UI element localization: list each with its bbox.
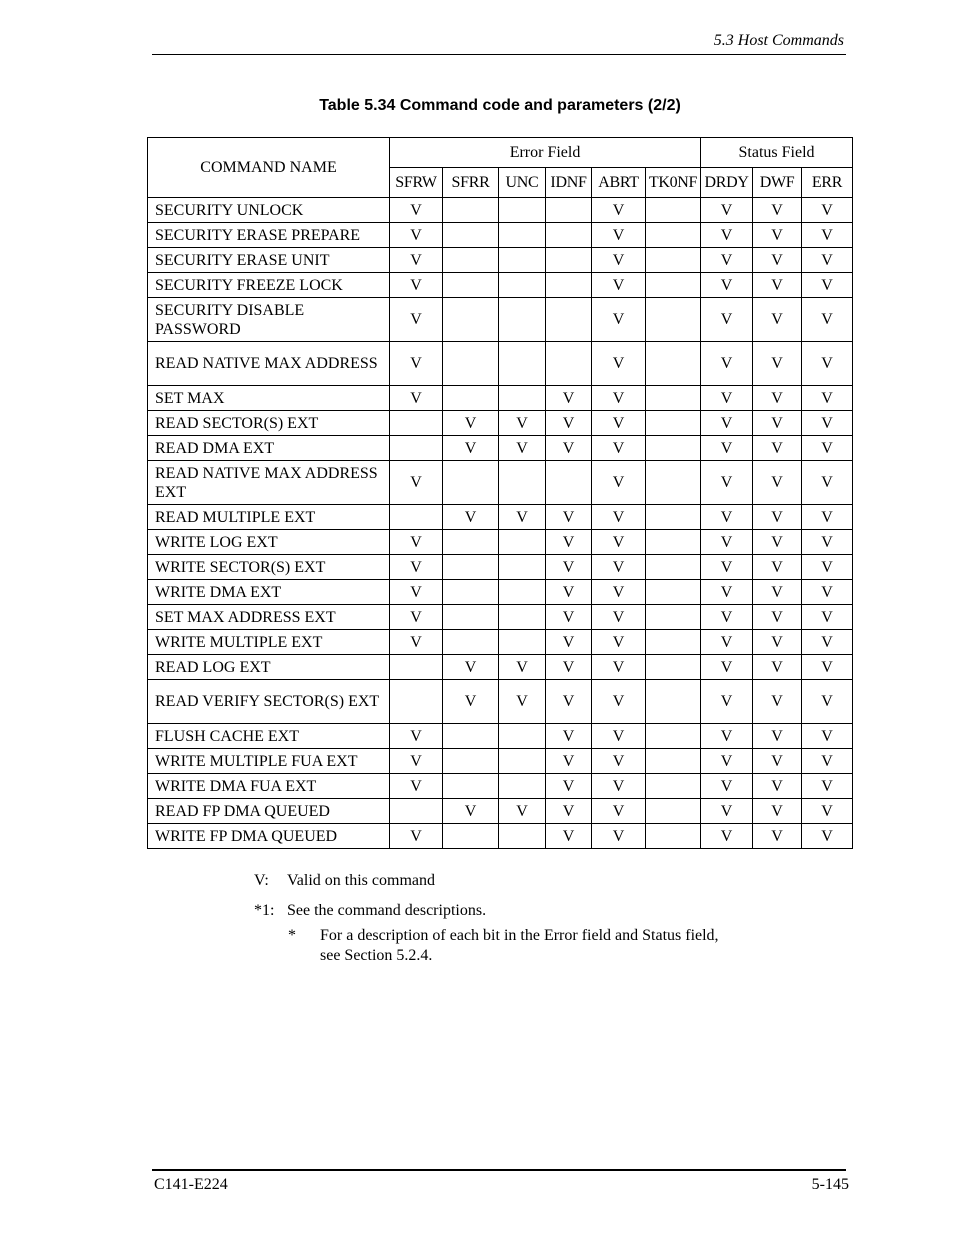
table-row [148, 223, 853, 248]
cell-tk0nf [646, 198, 701, 223]
cell-sfrw [390, 411, 443, 436]
table-row [148, 680, 853, 724]
cell-abrt: V [592, 461, 646, 505]
note-v-text: Valid on this command [287, 872, 435, 889]
cell-dwf: V [753, 630, 802, 655]
table-row [148, 198, 853, 223]
cell-err: V [802, 411, 853, 436]
cell-abrt: V [592, 749, 646, 774]
cell-dwf: V [753, 386, 802, 411]
cell-sfrr: V [443, 799, 499, 824]
cell-dwf: V [753, 248, 802, 273]
cell-idnf: V [546, 436, 592, 461]
cell-sfrr [443, 386, 499, 411]
table-row [148, 248, 853, 273]
cell-drdy: V [701, 749, 753, 774]
note-star-key: * [288, 927, 296, 944]
cell-tk0nf [646, 655, 701, 680]
command-name-cell: READ LOG EXT [148, 655, 390, 680]
table-row [148, 342, 853, 386]
cell-sfrw [390, 680, 443, 724]
column-header-sfrw: SFRW [390, 168, 443, 198]
running-header: 5.3 Host Commands [713, 32, 844, 49]
cell-idnf: V [546, 580, 592, 605]
cell-err: V [802, 749, 853, 774]
cell-err: V [802, 436, 853, 461]
cell-err: V [802, 724, 853, 749]
cell-drdy: V [701, 223, 753, 248]
cell-err: V [802, 824, 853, 849]
column-header-dwf: DWF [753, 168, 802, 198]
cell-sfrr [443, 298, 499, 342]
cell-idnf: V [546, 824, 592, 849]
command-name-cell: SET MAX ADDRESS EXT [148, 605, 390, 630]
cell-unc [499, 248, 546, 273]
cell-err: V [802, 273, 853, 298]
cell-idnf [546, 273, 592, 298]
table-row [148, 630, 853, 655]
cell-unc [499, 774, 546, 799]
cell-sfrw: V [390, 774, 443, 799]
cell-sfrr: V [443, 436, 499, 461]
column-header-drdy: DRDY [701, 168, 753, 198]
cell-err: V [802, 605, 853, 630]
cell-sfrw: V [390, 555, 443, 580]
cell-abrt: V [592, 436, 646, 461]
cell-sfrw: V [390, 273, 443, 298]
cell-err: V [802, 530, 853, 555]
cell-sfrr: V [443, 680, 499, 724]
cell-dwf: V [753, 724, 802, 749]
cell-abrt: V [592, 680, 646, 724]
command-name-cell: WRITE MULTIPLE EXT [148, 630, 390, 655]
cell-unc [499, 530, 546, 555]
cell-abrt: V [592, 580, 646, 605]
column-header-command-name: COMMAND NAME [148, 138, 390, 198]
cell-unc [499, 386, 546, 411]
cell-idnf: V [546, 605, 592, 630]
cell-abrt: V [592, 386, 646, 411]
cell-idnf: V [546, 724, 592, 749]
cell-tk0nf [646, 799, 701, 824]
table-row [148, 298, 853, 342]
table-row [148, 605, 853, 630]
column-header-abrt: ABRT [592, 168, 646, 198]
cell-sfrr [443, 580, 499, 605]
cell-abrt: V [592, 198, 646, 223]
cell-err: V [802, 298, 853, 342]
cell-unc [499, 223, 546, 248]
header-rule [152, 54, 846, 55]
cell-abrt: V [592, 724, 646, 749]
cell-unc: V [499, 655, 546, 680]
cell-sfrw: V [390, 248, 443, 273]
cell-drdy: V [701, 774, 753, 799]
cell-drdy: V [701, 530, 753, 555]
cell-unc: V [499, 436, 546, 461]
cell-err: V [802, 248, 853, 273]
cell-sfrw: V [390, 461, 443, 505]
cell-sfrw [390, 436, 443, 461]
cell-dwf: V [753, 774, 802, 799]
command-name-cell: WRITE MULTIPLE FUA EXT [148, 749, 390, 774]
cell-sfrr [443, 198, 499, 223]
cell-unc [499, 273, 546, 298]
column-group-error-field: Error Field [390, 138, 701, 168]
cell-dwf: V [753, 655, 802, 680]
table-row [148, 505, 853, 530]
cell-sfrr [443, 223, 499, 248]
command-name-cell: SECURITY FREEZE LOCK [148, 273, 390, 298]
cell-drdy: V [701, 386, 753, 411]
table-row [148, 461, 853, 505]
cell-idnf: V [546, 386, 592, 411]
table-row [148, 555, 853, 580]
column-header-idnf: IDNF [546, 168, 592, 198]
cell-dwf: V [753, 749, 802, 774]
cell-abrt: V [592, 342, 646, 386]
cell-sfrw: V [390, 198, 443, 223]
cell-tk0nf [646, 273, 701, 298]
cell-sfrr [443, 555, 499, 580]
cell-err: V [802, 461, 853, 505]
cell-abrt: V [592, 223, 646, 248]
command-name-cell: WRITE DMA EXT [148, 580, 390, 605]
cell-idnf [546, 248, 592, 273]
cell-sfrw: V [390, 342, 443, 386]
cell-dwf: V [753, 530, 802, 555]
column-header-err: ERR [802, 168, 853, 198]
cell-abrt: V [592, 824, 646, 849]
cell-drdy: V [701, 298, 753, 342]
cell-idnf: V [546, 749, 592, 774]
cell-err: V [802, 555, 853, 580]
cell-tk0nf [646, 749, 701, 774]
cell-unc [499, 630, 546, 655]
cell-tk0nf [646, 298, 701, 342]
table-row [148, 774, 853, 799]
table-row [148, 411, 853, 436]
document-id: C141-E224 [154, 1176, 228, 1193]
cell-idnf: V [546, 799, 592, 824]
cell-unc [499, 198, 546, 223]
cell-sfrr [443, 749, 499, 774]
cell-err: V [802, 774, 853, 799]
cell-sfrr: V [443, 411, 499, 436]
cell-err: V [802, 680, 853, 724]
cell-tk0nf [646, 223, 701, 248]
cell-dwf: V [753, 680, 802, 724]
cell-drdy: V [701, 580, 753, 605]
command-name-cell: READ NATIVE MAX ADDRESS [148, 342, 390, 386]
cell-sfrr: V [443, 505, 499, 530]
cell-idnf: V [546, 555, 592, 580]
cell-abrt: V [592, 273, 646, 298]
cell-unc [499, 555, 546, 580]
table-body [148, 198, 853, 849]
cell-sfrw [390, 655, 443, 680]
note-1-key: *1: [254, 902, 275, 919]
cell-drdy: V [701, 461, 753, 505]
cell-sfrw: V [390, 724, 443, 749]
cell-sfrw: V [390, 749, 443, 774]
cell-sfrw: V [390, 298, 443, 342]
cell-tk0nf [646, 248, 701, 273]
command-name-cell: READ FP DMA QUEUED [148, 799, 390, 824]
cell-tk0nf [646, 774, 701, 799]
cell-tk0nf [646, 386, 701, 411]
cell-abrt: V [592, 248, 646, 273]
page-number: 5-145 [811, 1176, 849, 1193]
cell-sfrr: V [443, 655, 499, 680]
note-1-text: See the command descriptions. [287, 902, 487, 919]
footer-rule [152, 1169, 846, 1171]
cell-dwf: V [753, 223, 802, 248]
cell-abrt: V [592, 774, 646, 799]
cell-err: V [802, 386, 853, 411]
command-name-cell: SECURITY ERASE UNIT [148, 248, 390, 273]
command-name-cell: WRITE FP DMA QUEUED [148, 824, 390, 849]
table-row [148, 580, 853, 605]
cell-sfrr [443, 630, 499, 655]
cell-sfrr [443, 724, 499, 749]
cell-drdy: V [701, 655, 753, 680]
table-row [148, 655, 853, 680]
cell-tk0nf [646, 824, 701, 849]
cell-drdy: V [701, 411, 753, 436]
cell-sfrr [443, 273, 499, 298]
cell-dwf: V [753, 198, 802, 223]
table-row [148, 749, 853, 774]
cell-abrt: V [592, 655, 646, 680]
cell-err: V [802, 580, 853, 605]
cell-unc: V [499, 411, 546, 436]
cell-sfrw: V [390, 386, 443, 411]
note-star-line-1: For a description of each bit in the Error field and Status field, [320, 927, 719, 944]
command-name-cell: READ DMA EXT [148, 436, 390, 461]
cell-abrt: V [592, 411, 646, 436]
cell-abrt: V [592, 505, 646, 530]
cell-sfrw: V [390, 605, 443, 630]
cell-unc: V [499, 680, 546, 724]
cell-sfrr [443, 774, 499, 799]
cell-drdy: V [701, 724, 753, 749]
cell-drdy: V [701, 799, 753, 824]
cell-unc [499, 824, 546, 849]
cell-err: V [802, 198, 853, 223]
cell-drdy: V [701, 342, 753, 386]
table-row [148, 724, 853, 749]
cell-sfrw [390, 799, 443, 824]
cell-dwf: V [753, 580, 802, 605]
cell-abrt: V [592, 555, 646, 580]
cell-dwf: V [753, 555, 802, 580]
command-name-cell: SECURITY ERASE PREPARE [148, 223, 390, 248]
cell-unc [499, 461, 546, 505]
cell-tk0nf [646, 680, 701, 724]
cell-idnf: V [546, 530, 592, 555]
column-group-status-field: Status Field [701, 138, 853, 168]
command-name-cell: WRITE LOG EXT [148, 530, 390, 555]
cell-drdy: V [701, 555, 753, 580]
cell-abrt: V [592, 530, 646, 555]
cell-sfrw: V [390, 530, 443, 555]
cell-err: V [802, 799, 853, 824]
table-row [148, 530, 853, 555]
cell-dwf: V [753, 461, 802, 505]
command-name-cell: SECURITY DISABLE PASSWORD [148, 298, 390, 342]
command-name-cell: WRITE DMA FUA EXT [148, 774, 390, 799]
column-header-unc: UNC [499, 168, 546, 198]
header-row-groups [148, 138, 853, 168]
table-row [148, 386, 853, 411]
table-row [148, 273, 853, 298]
cell-abrt: V [592, 630, 646, 655]
cell-sfrr [443, 461, 499, 505]
cell-idnf: V [546, 774, 592, 799]
cell-tk0nf [646, 461, 701, 505]
cell-drdy: V [701, 505, 753, 530]
cell-dwf: V [753, 273, 802, 298]
cell-dwf: V [753, 605, 802, 630]
cell-idnf: V [546, 655, 592, 680]
table-row [148, 824, 853, 849]
cell-tk0nf [646, 605, 701, 630]
cell-tk0nf [646, 342, 701, 386]
note-star-line-2: see Section 5.2.4. [320, 947, 433, 964]
cell-abrt: V [592, 799, 646, 824]
cell-sfrr [443, 342, 499, 386]
column-header-tk0nf: TK0NF [646, 168, 701, 198]
cell-sfrw [390, 505, 443, 530]
command-name-cell: READ NATIVE MAX ADDRESS EXT [148, 461, 390, 505]
cell-drdy: V [701, 273, 753, 298]
command-name-cell: READ VERIFY SECTOR(S) EXT [148, 680, 390, 724]
cell-drdy: V [701, 248, 753, 273]
command-name-cell: SECURITY UNLOCK [148, 198, 390, 223]
cell-idnf [546, 223, 592, 248]
cell-idnf: V [546, 411, 592, 436]
cell-sfrw: V [390, 630, 443, 655]
cell-sfrr [443, 605, 499, 630]
cell-dwf: V [753, 505, 802, 530]
table-row [148, 436, 853, 461]
column-header-sfrr: SFRR [443, 168, 499, 198]
cell-dwf: V [753, 342, 802, 386]
cell-tk0nf [646, 436, 701, 461]
cell-unc: V [499, 799, 546, 824]
cell-err: V [802, 655, 853, 680]
cell-dwf: V [753, 436, 802, 461]
cell-err: V [802, 630, 853, 655]
cell-dwf: V [753, 824, 802, 849]
note-v-key: V: [254, 872, 269, 889]
command-name-cell: FLUSH CACHE EXT [148, 724, 390, 749]
cell-sfrr [443, 824, 499, 849]
cell-tk0nf [646, 630, 701, 655]
command-name-cell: READ MULTIPLE EXT [148, 505, 390, 530]
cell-unc [499, 605, 546, 630]
cell-dwf: V [753, 799, 802, 824]
cell-drdy: V [701, 630, 753, 655]
cell-idnf [546, 342, 592, 386]
cell-tk0nf [646, 580, 701, 605]
cell-tk0nf [646, 724, 701, 749]
cell-unc [499, 298, 546, 342]
cell-unc: V [499, 505, 546, 530]
cell-unc [499, 342, 546, 386]
cell-drdy: V [701, 436, 753, 461]
cell-idnf [546, 298, 592, 342]
cell-drdy: V [701, 824, 753, 849]
cell-sfrr [443, 530, 499, 555]
cell-drdy: V [701, 605, 753, 630]
cell-tk0nf [646, 505, 701, 530]
cell-err: V [802, 223, 853, 248]
cell-idnf: V [546, 630, 592, 655]
cell-idnf [546, 198, 592, 223]
cell-sfrr [443, 248, 499, 273]
cell-dwf: V [753, 411, 802, 436]
cell-dwf: V [753, 298, 802, 342]
cell-err: V [802, 505, 853, 530]
cell-idnf [546, 461, 592, 505]
cell-unc [499, 580, 546, 605]
cell-tk0nf [646, 411, 701, 436]
cell-err: V [802, 342, 853, 386]
command-name-cell: READ SECTOR(S) EXT [148, 411, 390, 436]
table-row [148, 799, 853, 824]
command-name-cell: WRITE SECTOR(S) EXT [148, 555, 390, 580]
cell-unc [499, 724, 546, 749]
command-table [147, 137, 853, 849]
cell-abrt: V [592, 605, 646, 630]
table-caption: Table 5.34 Command code and parameters (2/2) [319, 97, 681, 114]
command-name-cell: SET MAX [148, 386, 390, 411]
cell-sfrw: V [390, 223, 443, 248]
cell-sfrw: V [390, 580, 443, 605]
cell-abrt: V [592, 298, 646, 342]
cell-sfrw: V [390, 824, 443, 849]
cell-drdy: V [701, 198, 753, 223]
cell-idnf: V [546, 680, 592, 724]
cell-tk0nf [646, 555, 701, 580]
cell-tk0nf [646, 530, 701, 555]
cell-idnf: V [546, 505, 592, 530]
cell-drdy: V [701, 680, 753, 724]
cell-unc [499, 749, 546, 774]
